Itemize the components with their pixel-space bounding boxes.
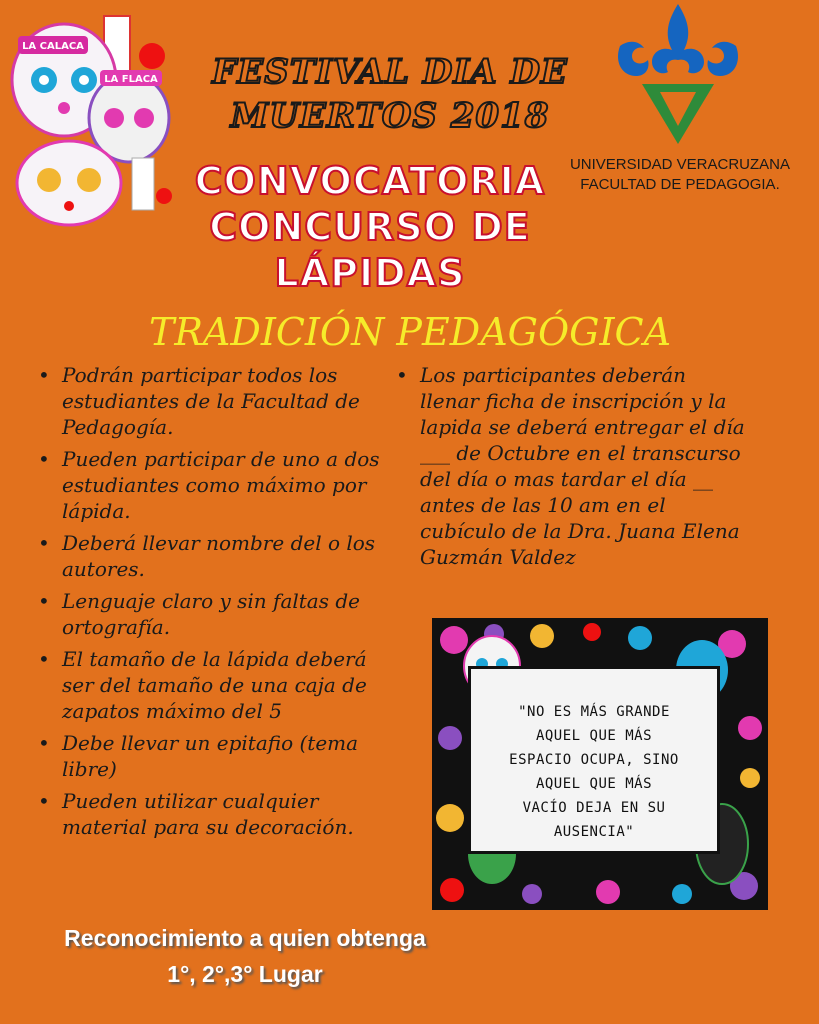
university-name [550,155,810,195]
convocatoria-title [170,158,570,296]
svg-text:LA FLACA: LA FLACA [104,74,158,85]
list-item: • Pueden utilizar cualquier material para su decoración. [32,788,382,840]
quote-line: "NO ES MÁS GRANDE [518,704,670,720]
uv-logo-icon [612,0,744,148]
quote-line: VACÍO DEJA EN SU [522,800,666,816]
festival-title [180,50,600,138]
university-line1: UNIVERSIDAD VERACRUZANA [569,156,791,173]
rules-list-right [390,362,750,576]
svg-text:LA CALACA: LA CALACA [22,41,84,52]
list-item: • Lenguaje claro y sin faltas de ortografía. [32,588,382,640]
festival-title-line1: FESTIVAL DIA DE [212,52,568,92]
rules-list-left [32,362,382,846]
convocatoria-line3: LÁPIDAS [274,251,466,295]
list-item: • Pueden participar de uno a dos estudiantes como máximo por lápida. [32,446,382,524]
convocatoria-line1: CONVOCATORIA [194,159,546,203]
list-item: • El tamaño de la lápida deberá ser del tamaño de una caja de zapatos máximo del 5 [32,646,382,724]
quote-line: ESPACIO OCUPA, SINO [509,752,679,768]
sugar-skulls-illustration [4,8,174,230]
subtitle-tradicion: TRADICIÓN PEDAGÓGICA [148,310,672,354]
epitaph-quote [474,700,714,844]
quote-line: AQUEL QUE MÁS [535,728,653,744]
recognition-text [10,920,480,992]
list-item: • Deberá llevar nombre del o los autores. [32,530,382,582]
festival-title-line2: MUERTOS 2018 [230,96,550,136]
university-line2: FACULTAD DE PEDAGOGIA. [580,176,780,193]
list-item: • Los participantes deberán llenar ficha de inscripción y la lapida se deberá entregar el día ___ de Octubre en el transcurso del día o mas tardar el día __ antes de las 10 am en el cubículo de la Dra. Juana Elena Guzmán Valdez [390,362,750,570]
flower-icon [139,43,165,69]
quote-line: AUSENCIA" [553,824,635,840]
list-item: • Debe llevar un epitafio (tema libre) [32,730,382,782]
quote-line: AQUEL QUE MÁS [535,776,653,792]
list-item: • Podrán participar todos los estudiantes de la Facultad de Pedagogía. [32,362,382,440]
recognition-line1: Reconocimiento a quien obtenga [64,925,426,951]
convocatoria-line2: CONCURSO DE [209,205,531,249]
recognition-line2: 1°, 2°,3° Lugar [167,961,323,987]
